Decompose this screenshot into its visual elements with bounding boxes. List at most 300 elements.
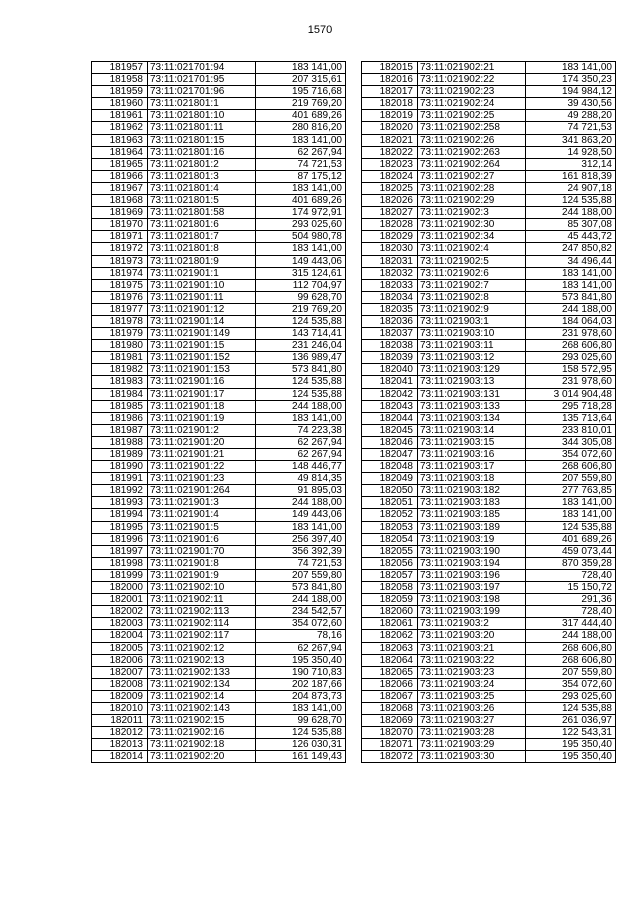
cadastral-value-cell: 233 810,01	[526, 424, 616, 436]
cadastral-value-cell: 247 850,82	[526, 243, 616, 255]
table-row	[362, 727, 616, 739]
cadastral-value-cell: 15 150,72	[526, 582, 616, 594]
table-row	[362, 485, 616, 497]
cadastral-value-cell: 124 535,88	[256, 376, 346, 388]
row-number-cell: 181995	[92, 521, 148, 533]
cadastral-value-cell: 183 141,00	[256, 702, 346, 714]
row-number-cell: 182046	[362, 436, 418, 448]
cadastral-value-cell: 183 141,00	[256, 243, 346, 255]
cadastral-number-cell: 73:11:021902:7	[418, 279, 526, 291]
cadastral-value-cell: 401 689,26	[256, 110, 346, 122]
cadastral-value-cell: 354 072,60	[526, 678, 616, 690]
row-number-cell: 182072	[362, 751, 418, 763]
cadastral-value-cell: 244 188,00	[256, 400, 346, 412]
cadastral-value-cell: 207 315,61	[256, 74, 346, 86]
cadastral-value-cell: 143 714,41	[256, 328, 346, 340]
row-number-cell: 181986	[92, 412, 148, 424]
cadastral-number-cell: 73:11:021903:182	[418, 485, 526, 497]
table-row	[92, 545, 346, 557]
row-number-cell: 182013	[92, 739, 148, 751]
table-row	[92, 485, 346, 497]
cadastral-value-cell: 136 989,47	[256, 352, 346, 364]
row-number-cell: 182054	[362, 533, 418, 545]
table-row	[362, 473, 616, 485]
cadastral-number-cell: 73:11:021901:16	[148, 376, 256, 388]
row-number-cell: 182067	[362, 690, 418, 702]
table-row	[362, 666, 616, 678]
table-row	[92, 436, 346, 448]
row-number-cell: 182043	[362, 400, 418, 412]
cadastral-value-cell: 45 443,72	[526, 231, 616, 243]
cadastral-number-cell: 73:11:021902:28	[418, 182, 526, 194]
table-row	[92, 364, 346, 376]
table-row	[92, 182, 346, 194]
row-number-cell: 182015	[362, 62, 418, 74]
cadastral-number-cell: 73:11:021902:14	[148, 690, 256, 702]
cadastral-value-cell: 295 718,28	[526, 400, 616, 412]
table-row	[362, 207, 616, 219]
cadastral-value-cell: 268 606,80	[526, 461, 616, 473]
cadastral-number-cell: 73:11:021902:143	[148, 702, 256, 714]
cadastral-number-cell: 73:11:021902:18	[148, 739, 256, 751]
cadastral-number-cell: 73:11:021902:258	[418, 122, 526, 134]
row-number-cell: 181980	[92, 340, 148, 352]
row-number-cell: 182002	[92, 606, 148, 618]
cadastral-value-cell: 293 025,60	[526, 352, 616, 364]
cadastral-value-cell: 207 559,80	[526, 666, 616, 678]
row-number-cell: 182058	[362, 582, 418, 594]
cadastral-number-cell: 73:11:021902:264	[418, 158, 526, 170]
table-row	[92, 170, 346, 182]
table-row	[362, 533, 616, 545]
table-row	[362, 255, 616, 267]
cadastral-number-cell: 73:11:021903:28	[418, 727, 526, 739]
cadastral-value-cell: 244 188,00	[526, 630, 616, 642]
cadastral-number-cell: 73:11:021901:70	[148, 545, 256, 557]
cadastral-value-cell: 124 535,88	[526, 521, 616, 533]
cadastral-number-cell: 73:11:021801:58	[148, 207, 256, 219]
cadastral-value-cell: 219 769,20	[256, 98, 346, 110]
row-number-cell: 182064	[362, 654, 418, 666]
cadastral-number-cell: 73:11:021901:14	[148, 315, 256, 327]
cadastral-value-cell: 62 267,94	[256, 642, 346, 654]
table-row	[92, 219, 346, 231]
cadastral-value-cell: 207 559,80	[526, 473, 616, 485]
cadastral-number-cell: 73:11:021701:95	[148, 74, 256, 86]
row-number-cell: 181998	[92, 557, 148, 569]
cadastral-number-cell: 73:11:021903:21	[418, 642, 526, 654]
table-row	[92, 727, 346, 739]
table-row	[362, 702, 616, 714]
cadastral-number-cell: 73:11:021902:5	[418, 255, 526, 267]
cadastral-value-cell: 256 397,40	[256, 533, 346, 545]
cadastral-number-cell: 73:11:021801:2	[148, 158, 256, 170]
cadastral-value-cell: 312,14	[526, 158, 616, 170]
cadastral-number-cell: 73:11:021902:8	[418, 291, 526, 303]
cadastral-value-cell: 74 721,53	[256, 557, 346, 569]
cadastral-number-cell: 73:11:021901:264	[148, 485, 256, 497]
row-number-cell: 181959	[92, 86, 148, 98]
row-number-cell: 181964	[92, 146, 148, 158]
table-row	[92, 702, 346, 714]
cadastral-value-cell: 148 446,77	[256, 461, 346, 473]
table-row	[92, 497, 346, 509]
cadastral-number-cell: 73:11:021901:22	[148, 461, 256, 473]
cadastral-number-cell: 73:11:021901:8	[148, 557, 256, 569]
row-number-cell: 182042	[362, 388, 418, 400]
cadastral-value-cell: 174 972,91	[256, 207, 346, 219]
row-number-cell: 181973	[92, 255, 148, 267]
row-number-cell: 182000	[92, 582, 148, 594]
table-row	[362, 315, 616, 327]
cadastral-value-cell: 87 175,12	[256, 170, 346, 182]
row-number-cell: 181969	[92, 207, 148, 219]
cadastral-value-cell: 124 535,88	[526, 195, 616, 207]
cadastral-value-cell: 315 124,61	[256, 267, 346, 279]
row-number-cell: 182059	[362, 594, 418, 606]
table-row	[92, 461, 346, 473]
table-row	[362, 388, 616, 400]
row-number-cell: 182018	[362, 98, 418, 110]
table-row	[362, 231, 616, 243]
table-row	[362, 134, 616, 146]
cadastral-value-cell: 78,16	[256, 630, 346, 642]
row-number-cell: 182021	[362, 134, 418, 146]
cadastral-number-cell: 73:11:021901:4	[148, 509, 256, 521]
table-row	[92, 74, 346, 86]
row-number-cell: 182044	[362, 412, 418, 424]
cadastral-number-cell: 73:11:021902:30	[418, 219, 526, 231]
cadastral-number-cell: 73:11:021903:133	[418, 400, 526, 412]
row-number-cell: 182028	[362, 219, 418, 231]
cadastral-number-cell: 73:11:021902:20	[148, 751, 256, 763]
cadastral-number-cell: 73:11:021902:133	[148, 666, 256, 678]
cadastral-value-cell: 74 223,38	[256, 424, 346, 436]
cadastral-number-cell: 73:11:021903:29	[418, 739, 526, 751]
cadastral-number-cell: 73:11:021902:23	[418, 86, 526, 98]
table-row	[92, 449, 346, 461]
cadastral-number-cell: 73:11:021801:15	[148, 134, 256, 146]
row-number-cell: 182011	[92, 715, 148, 727]
row-number-cell: 182036	[362, 315, 418, 327]
cadastral-value-cell: 183 141,00	[526, 509, 616, 521]
table-row	[362, 291, 616, 303]
row-number-cell: 181961	[92, 110, 148, 122]
page-number: 1570	[307, 24, 333, 36]
cadastral-number-cell: 73:11:021901:152	[148, 352, 256, 364]
cadastral-number-cell: 73:11:021903:16	[418, 449, 526, 461]
cadastral-value-cell: 49 814,35	[256, 473, 346, 485]
table-row	[92, 86, 346, 98]
table-row	[362, 521, 616, 533]
row-number-cell: 181977	[92, 303, 148, 315]
table-row	[92, 207, 346, 219]
table-row	[362, 751, 616, 763]
row-number-cell: 182014	[92, 751, 148, 763]
table-row	[92, 110, 346, 122]
row-number-cell: 182026	[362, 195, 418, 207]
cadastral-value-cell: 158 572,95	[526, 364, 616, 376]
table-row	[362, 219, 616, 231]
row-number-cell: 181970	[92, 219, 148, 231]
row-number-cell: 181987	[92, 424, 148, 436]
table-row	[92, 279, 346, 291]
row-number-cell: 182006	[92, 654, 148, 666]
cadastral-value-cell: 261 036,97	[526, 715, 616, 727]
row-number-cell: 182038	[362, 340, 418, 352]
cadastral-value-cell: 124 535,88	[256, 315, 346, 327]
cadastral-value-cell: 573 841,80	[256, 364, 346, 376]
cadastral-number-cell: 73:11:021901:5	[148, 521, 256, 533]
row-number-cell: 182062	[362, 630, 418, 642]
table-row	[92, 594, 346, 606]
row-number-cell: 182025	[362, 182, 418, 194]
cadastral-number-cell: 73:11:021801:16	[148, 146, 256, 158]
cadastral-number-cell: 73:11:021903:20	[418, 630, 526, 642]
cadastral-number-cell: 73:11:021901:6	[148, 533, 256, 545]
cadastral-value-cell: 280 816,20	[256, 122, 346, 134]
table-row	[92, 388, 346, 400]
table-row	[92, 678, 346, 690]
row-number-cell: 182016	[362, 74, 418, 86]
table-row	[362, 436, 616, 448]
table-row	[92, 255, 346, 267]
cadastral-value-cell: 244 188,00	[526, 303, 616, 315]
table-row	[362, 303, 616, 315]
table-row	[362, 98, 616, 110]
cadastral-value-cell: 195 350,40	[526, 739, 616, 751]
cadastral-number-cell: 73:11:021901:1	[148, 267, 256, 279]
table-row	[362, 328, 616, 340]
cadastral-number-cell: 73:11:021902:114	[148, 618, 256, 630]
row-number-cell: 182040	[362, 364, 418, 376]
row-number-cell: 182065	[362, 666, 418, 678]
cadastral-value-cell: 194 984,12	[526, 86, 616, 98]
cadastral-value-cell: 49 288,20	[526, 110, 616, 122]
cadastral-value-cell: 124 535,88	[256, 388, 346, 400]
cadastral-number-cell: 73:11:021903:197	[418, 582, 526, 594]
table-row	[92, 158, 346, 170]
cadastral-number-cell: 73:11:021901:153	[148, 364, 256, 376]
cadastral-value-cell: 244 188,00	[256, 594, 346, 606]
cadastral-value-cell: 62 267,94	[256, 146, 346, 158]
table-row	[362, 364, 616, 376]
table-row	[362, 690, 616, 702]
table-row	[362, 170, 616, 182]
cadastral-number-cell: 73:11:021901:18	[148, 400, 256, 412]
cadastral-number-cell: 73:11:021903:24	[418, 678, 526, 690]
cadastral-number-cell: 73:11:021903:17	[418, 461, 526, 473]
table-row	[362, 146, 616, 158]
cadastral-number-cell: 73:11:021903:1	[418, 315, 526, 327]
row-number-cell: 182017	[362, 86, 418, 98]
cadastral-value-cell: 268 606,80	[526, 340, 616, 352]
cadastral-value-cell: 183 141,00	[256, 521, 346, 533]
row-number-cell: 182003	[92, 618, 148, 630]
row-number-cell: 182053	[362, 521, 418, 533]
cadastral-value-cell: 277 763,85	[526, 485, 616, 497]
table-row	[362, 195, 616, 207]
row-number-cell: 181981	[92, 352, 148, 364]
table-row	[362, 352, 616, 364]
row-number-cell: 181991	[92, 473, 148, 485]
row-number-cell: 181993	[92, 497, 148, 509]
cadastral-value-cell: 356 392,39	[256, 545, 346, 557]
cadastral-number-cell: 73:11:021903:2	[418, 618, 526, 630]
table-row	[362, 618, 616, 630]
row-number-cell: 182061	[362, 618, 418, 630]
row-number-cell: 182035	[362, 303, 418, 315]
cadastral-value-cell: 174 350,23	[526, 74, 616, 86]
row-number-cell: 181965	[92, 158, 148, 170]
table-row	[362, 424, 616, 436]
cadastral-number-cell: 73:11:021801:3	[148, 170, 256, 182]
cadastral-number-cell: 73:11:021903:22	[418, 654, 526, 666]
cadastral-number-cell: 73:11:021701:94	[148, 62, 256, 74]
table-row	[362, 449, 616, 461]
row-number-cell: 182019	[362, 110, 418, 122]
row-number-cell: 181966	[92, 170, 148, 182]
cadastral-value-cell: 317 444,40	[526, 618, 616, 630]
row-number-cell: 181983	[92, 376, 148, 388]
table-row	[92, 424, 346, 436]
cadastral-number-cell: 73:11:021901:10	[148, 279, 256, 291]
cadastral-value-cell: 149 443,06	[256, 509, 346, 521]
cadastral-number-cell: 73:11:021903:12	[418, 352, 526, 364]
row-number-cell: 182005	[92, 642, 148, 654]
cadastral-value-cell: 231 978,60	[526, 376, 616, 388]
cadastral-number-cell: 73:11:021801:10	[148, 110, 256, 122]
cadastral-number-cell: 73:11:021901:149	[148, 328, 256, 340]
row-number-cell: 182022	[362, 146, 418, 158]
cadastral-number-cell: 73:11:021903:134	[418, 412, 526, 424]
row-number-cell: 181992	[92, 485, 148, 497]
cadastral-value-cell: 870 359,28	[526, 557, 616, 569]
row-number-cell: 181976	[92, 291, 148, 303]
cadastral-value-cell: 344 305,08	[526, 436, 616, 448]
table-row	[362, 110, 616, 122]
cadastral-value-cell: 202 187,66	[256, 678, 346, 690]
cadastral-number-cell: 73:11:021903:198	[418, 594, 526, 606]
cadastral-value-cell: 231 978,60	[526, 328, 616, 340]
table-row	[362, 630, 616, 642]
table-row	[362, 557, 616, 569]
row-number-cell: 181978	[92, 315, 148, 327]
row-number-cell: 182039	[362, 352, 418, 364]
cadastral-number-cell: 73:11:021903:18	[418, 473, 526, 485]
cadastral-number-cell: 73:11:021801:6	[148, 219, 256, 231]
table-row	[362, 594, 616, 606]
cadastral-number-cell: 73:11:021903:25	[418, 690, 526, 702]
cadastral-value-cell: 39 430,56	[526, 98, 616, 110]
cadastral-number-cell: 73:11:021902:34	[418, 231, 526, 243]
table-row	[92, 267, 346, 279]
row-number-cell: 181975	[92, 279, 148, 291]
table-row	[362, 678, 616, 690]
row-number-cell: 182068	[362, 702, 418, 714]
cadastral-value-cell: 573 841,80	[526, 291, 616, 303]
table-row	[362, 243, 616, 255]
cadastral-value-cell: 293 025,60	[526, 690, 616, 702]
row-number-cell: 182056	[362, 557, 418, 569]
table-row	[362, 412, 616, 424]
cadastral-number-cell: 73:11:021903:27	[418, 715, 526, 727]
cadastral-number-cell: 73:11:021903:190	[418, 545, 526, 557]
row-number-cell: 182031	[362, 255, 418, 267]
table-row	[362, 182, 616, 194]
table-row	[362, 545, 616, 557]
table-row	[92, 303, 346, 315]
table-row	[362, 715, 616, 727]
row-number-cell: 182045	[362, 424, 418, 436]
cadastral-value-cell: 112 704,97	[256, 279, 346, 291]
cadastral-number-cell: 73:11:021903:30	[418, 751, 526, 763]
table-row	[92, 400, 346, 412]
table-row	[362, 267, 616, 279]
cadastral-value-cell: 354 072,60	[256, 618, 346, 630]
row-number-cell: 181963	[92, 134, 148, 146]
row-number-cell: 182004	[92, 630, 148, 642]
cadastral-value-cell: 34 496,44	[526, 255, 616, 267]
cadastral-number-cell: 73:11:021901:19	[148, 412, 256, 424]
row-number-cell: 182063	[362, 642, 418, 654]
cadastral-value-cell: 126 030,31	[256, 739, 346, 751]
cadastral-number-cell: 73:11:021902:113	[148, 606, 256, 618]
table-row	[362, 654, 616, 666]
cadastral-number-cell: 73:11:021902:263	[418, 146, 526, 158]
table-row	[362, 340, 616, 352]
table-row	[92, 533, 346, 545]
table-row	[362, 569, 616, 581]
cadastral-number-cell: 73:11:021902:25	[418, 110, 526, 122]
table-row	[362, 74, 616, 86]
cadastral-value-cell: 184 064,03	[526, 315, 616, 327]
row-number-cell: 181962	[92, 122, 148, 134]
cadastral-value-cell: 504 980,78	[256, 231, 346, 243]
row-number-cell: 182066	[362, 678, 418, 690]
table-row	[92, 557, 346, 569]
cadastral-number-cell: 73:11:021901:15	[148, 340, 256, 352]
table-row	[92, 340, 346, 352]
cadastral-value-cell: 244 188,00	[526, 207, 616, 219]
cadastral-value-cell: 195 350,40	[256, 654, 346, 666]
table-row	[362, 509, 616, 521]
row-number-cell: 182048	[362, 461, 418, 473]
cadastral-value-cell: 124 535,88	[256, 727, 346, 739]
row-number-cell: 181988	[92, 436, 148, 448]
row-number-cell: 181958	[92, 74, 148, 86]
cadastral-number-cell: 73:11:021901:11	[148, 291, 256, 303]
table-row	[92, 606, 346, 618]
cadastral-value-cell: 85 307,08	[526, 219, 616, 231]
table-row	[92, 291, 346, 303]
row-number-cell: 181984	[92, 388, 148, 400]
table-row	[362, 582, 616, 594]
cadastral-number-cell: 73:11:021902:29	[418, 195, 526, 207]
table-row	[362, 497, 616, 509]
cadastral-number-cell: 73:11:021902:16	[148, 727, 256, 739]
row-number-cell: 182049	[362, 473, 418, 485]
cadastral-number-cell: 73:11:021902:24	[418, 98, 526, 110]
table-row	[92, 146, 346, 158]
cadastral-value-cell: 161 818,39	[526, 170, 616, 182]
cadastral-value-cell: 244 188,00	[256, 497, 346, 509]
table-row	[362, 62, 616, 74]
cadastral-value-cell: 161 149,43	[256, 751, 346, 763]
cadastral-value-cell: 231 246,04	[256, 340, 346, 352]
row-number-cell: 182030	[362, 243, 418, 255]
cadastral-number-cell: 73:11:021902:26	[418, 134, 526, 146]
